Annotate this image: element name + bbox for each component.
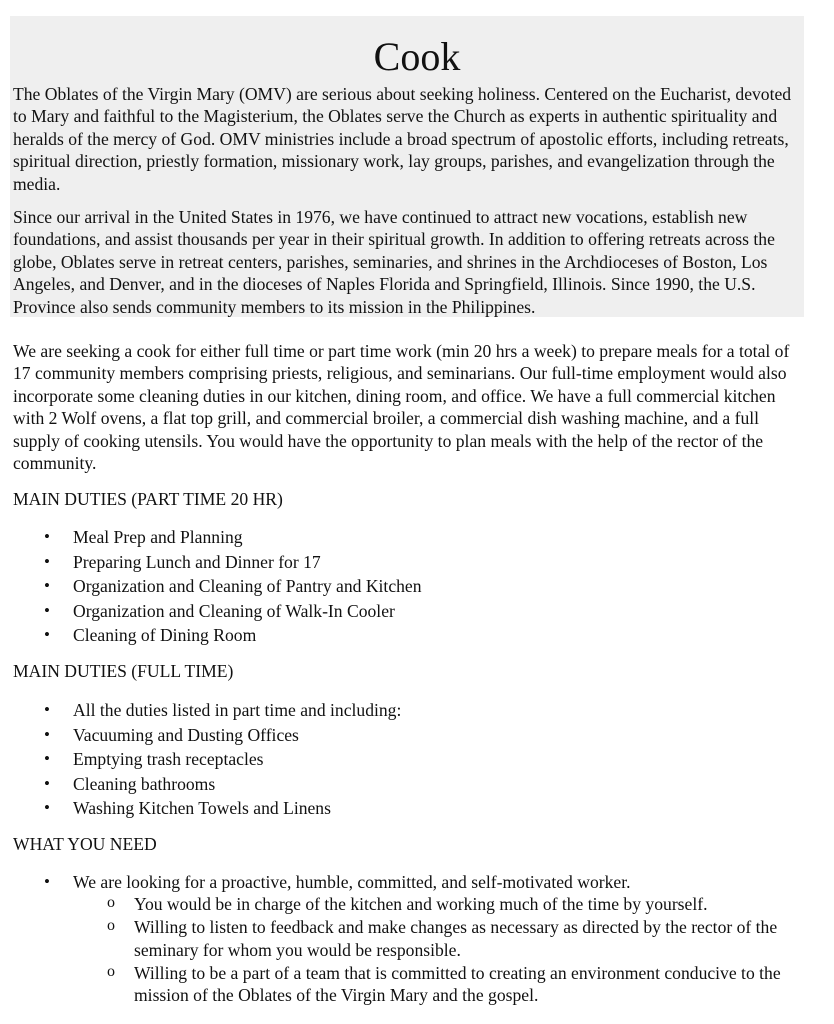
list-item: • Vacuuming and Dusting Offices — [0, 723, 401, 748]
what-you-need-heading: WHAT YOU NEED — [13, 834, 157, 854]
list-item: • Emptying trash receptacles — [0, 747, 401, 772]
list-item: • Meal Prep and Planning — [0, 525, 422, 550]
requirement-main-text: We are looking for a proactive, humble, committed, and self-motivated worker. — [73, 872, 631, 892]
job-description: We are seeking a cook for either full time or part time work (min 20 hrs a week) to prepare meals for a total of 17 community members comprising priests, religious, and seminarians. Our full-time employment would also incorporate some cleaning duties in our kitchen, dining room, and office. We have a full commercial kitchen with 2 Wolf ovens, a flat top grill, and commercial broiler, a commercial dish washing machine, and a full supply of cooking utensils. You would have the opportunity to plan meals with the help of the rector of the community. — [13, 341, 790, 474]
list-item: • Organization and Cleaning of Walk-In Cooler — [0, 599, 422, 624]
sub-list-item: o You would be in charge of the kitchen and working much of the time by yourself. — [73, 893, 833, 916]
requirement-sub-list — [73, 893, 833, 1007]
sub-list-item: o Willing to listen to feedback and make changes as necessary as directed by the rector of the seminary for whom you would be responsible. — [73, 916, 833, 961]
intro-paragraph-omv: The Oblates of the Virgin Mary (OMV) are serious about seeking holiness. Centered on the Eucharist, devoted to Mary and faithful to the Magisterium, the Oblates serve the Church as experts in authentic spirituality and heralds of the mercy of God. OMV ministries include a broad spectrum of apostolic efforts, including retreats, spiritual direction, priestly formation, missionary work, lay groups, parishes, and evangelization through the media. — [13, 84, 792, 194]
full-time-duties-list — [0, 698, 401, 821]
part-time-duties-list — [0, 525, 422, 648]
list-item: • Cleaning bathrooms — [0, 772, 401, 797]
page-title: Cook — [373, 34, 461, 79]
list-item: • Washing Kitchen Towels and Linens — [0, 796, 401, 821]
intro-paragraph-history: Since our arrival in the United States in 1976, we have continued to attract new vocations, establish new foundations, and assist thousands per year in their spiritual growth. In addition to offering retreats across the globe, Oblates serve in retreat centers, parishes, seminaries, and shrines in the Archdioceses of Boston, Los Angeles, and Denver, and in the dioceses of Naples Florida and Springfield, Illinois. Since 1990, the U.S. Province also sends community members to its mission in the Philippines. — [13, 207, 775, 317]
requirements-list — [0, 871, 833, 1007]
requirement-item — [0, 871, 833, 1007]
part-time-heading: MAIN DUTIES (PART TIME 20 HR) — [13, 489, 283, 509]
list-item: • Cleaning of Dining Room — [0, 623, 422, 648]
full-time-heading: MAIN DUTIES (FULL TIME) — [13, 661, 234, 681]
list-item: • All the duties listed in part time and including: — [0, 698, 401, 723]
sub-list-item: o Willing to be a part of a team that is committed to creating an environment conducive to the mission of the Oblates of the Virgin Mary and the gospel. — [73, 962, 833, 1007]
list-item: • Preparing Lunch and Dinner for 17 — [0, 550, 422, 575]
list-item: • Organization and Cleaning of Pantry and Kitchen — [0, 574, 422, 599]
